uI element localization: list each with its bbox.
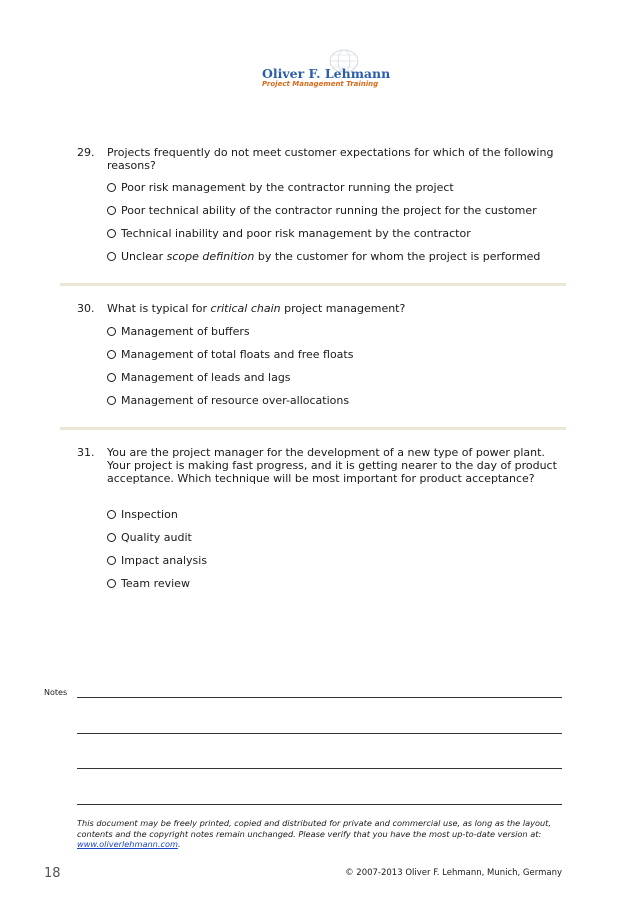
radio-circle-icon[interactable] <box>107 579 116 588</box>
option-text-emphasis: scope definition <box>166 250 255 263</box>
section-divider <box>60 283 566 286</box>
radio-circle-icon[interactable] <box>107 350 116 359</box>
answer-option[interactable] <box>107 325 250 338</box>
radio-circle-icon[interactable] <box>107 252 116 261</box>
option-text: Management of resource over-allocations <box>121 394 350 407</box>
logo-subtitle: Project Management Training <box>262 80 379 88</box>
answer-option[interactable] <box>107 554 207 567</box>
answer-option[interactable] <box>107 394 349 407</box>
radio-circle-icon[interactable] <box>107 206 116 215</box>
notes-line[interactable] <box>77 697 562 698</box>
website-link[interactable]: www.oliverlehmann.com <box>77 839 178 849</box>
notes-label: Notes <box>44 688 68 697</box>
question-text-start: What is typical for <box>107 302 211 315</box>
option-text: Quality audit <box>121 531 192 544</box>
disclaimer-text: This document may be freely printed, copied and distributed for private and commercial use, as long as the layout, contents and the copyright notes remain unchanged. Please verify that you have the most up-to-date version at: <box>77 818 551 839</box>
option-text: Technical inability and poor risk management by the contractor <box>121 227 471 240</box>
copyright-notice: © 2007-2013 Oliver F. Lehmann, Munich, Germany <box>345 868 562 878</box>
question-text <box>107 302 557 315</box>
question-text: You are the project manager for the development of a new type of power plant. Your project is making fast progress, and it is getting nearer to the day of product acceptance. Which technique will be most important for product acceptance? <box>107 446 557 486</box>
answer-option[interactable] <box>107 508 178 521</box>
answer-option[interactable] <box>107 227 471 240</box>
section-divider <box>60 427 566 430</box>
option-text: Unclear <box>121 250 167 263</box>
logo-name: Oliver F. Lehmann <box>262 66 391 81</box>
radio-circle-icon[interactable] <box>107 533 116 542</box>
answer-option[interactable] <box>107 204 537 217</box>
option-text: Management of leads and lags <box>121 371 291 384</box>
option-text-end: by the customer for whom the project is performed <box>254 250 541 263</box>
disclaimer <box>77 818 567 850</box>
question-number: 29. <box>77 146 95 159</box>
option-text: Management of buffers <box>121 325 250 338</box>
radio-circle-icon[interactable] <box>107 327 116 336</box>
question-text-end: project management? <box>280 302 406 315</box>
notes-line[interactable] <box>77 804 562 805</box>
answer-option[interactable] <box>107 577 190 590</box>
radio-circle-icon[interactable] <box>107 229 116 238</box>
answer-option[interactable] <box>107 348 353 361</box>
disclaimer-end: . <box>177 839 181 849</box>
page-number: 18 <box>44 866 61 881</box>
question-text-emphasis: critical chain <box>210 302 281 315</box>
radio-circle-icon[interactable] <box>107 396 116 405</box>
question-text: Projects frequently do not meet customer expectations for which of the following reasons? <box>107 146 554 173</box>
answer-option[interactable] <box>107 371 291 384</box>
notes-line[interactable] <box>77 768 562 769</box>
option-text: Poor risk management by the contractor running the project <box>121 181 454 194</box>
question-number: 31. <box>77 446 95 459</box>
radio-circle-icon[interactable] <box>107 556 116 565</box>
answer-option[interactable] <box>107 531 192 544</box>
option-text: Management of total floats and free floats <box>121 348 354 361</box>
question-number: 30. <box>77 302 95 315</box>
company-logo <box>258 48 391 88</box>
radio-circle-icon[interactable] <box>107 183 116 192</box>
answer-option[interactable] <box>107 250 540 263</box>
answer-option[interactable] <box>107 181 454 194</box>
option-text: Team review <box>121 577 190 590</box>
option-text: Inspection <box>121 508 178 521</box>
radio-circle-icon[interactable] <box>107 373 116 382</box>
radio-circle-icon[interactable] <box>107 510 116 519</box>
option-text: Poor technical ability of the contractor running the project for the customer <box>121 204 537 217</box>
notes-line[interactable] <box>77 733 562 734</box>
option-text: Impact analysis <box>121 554 208 567</box>
